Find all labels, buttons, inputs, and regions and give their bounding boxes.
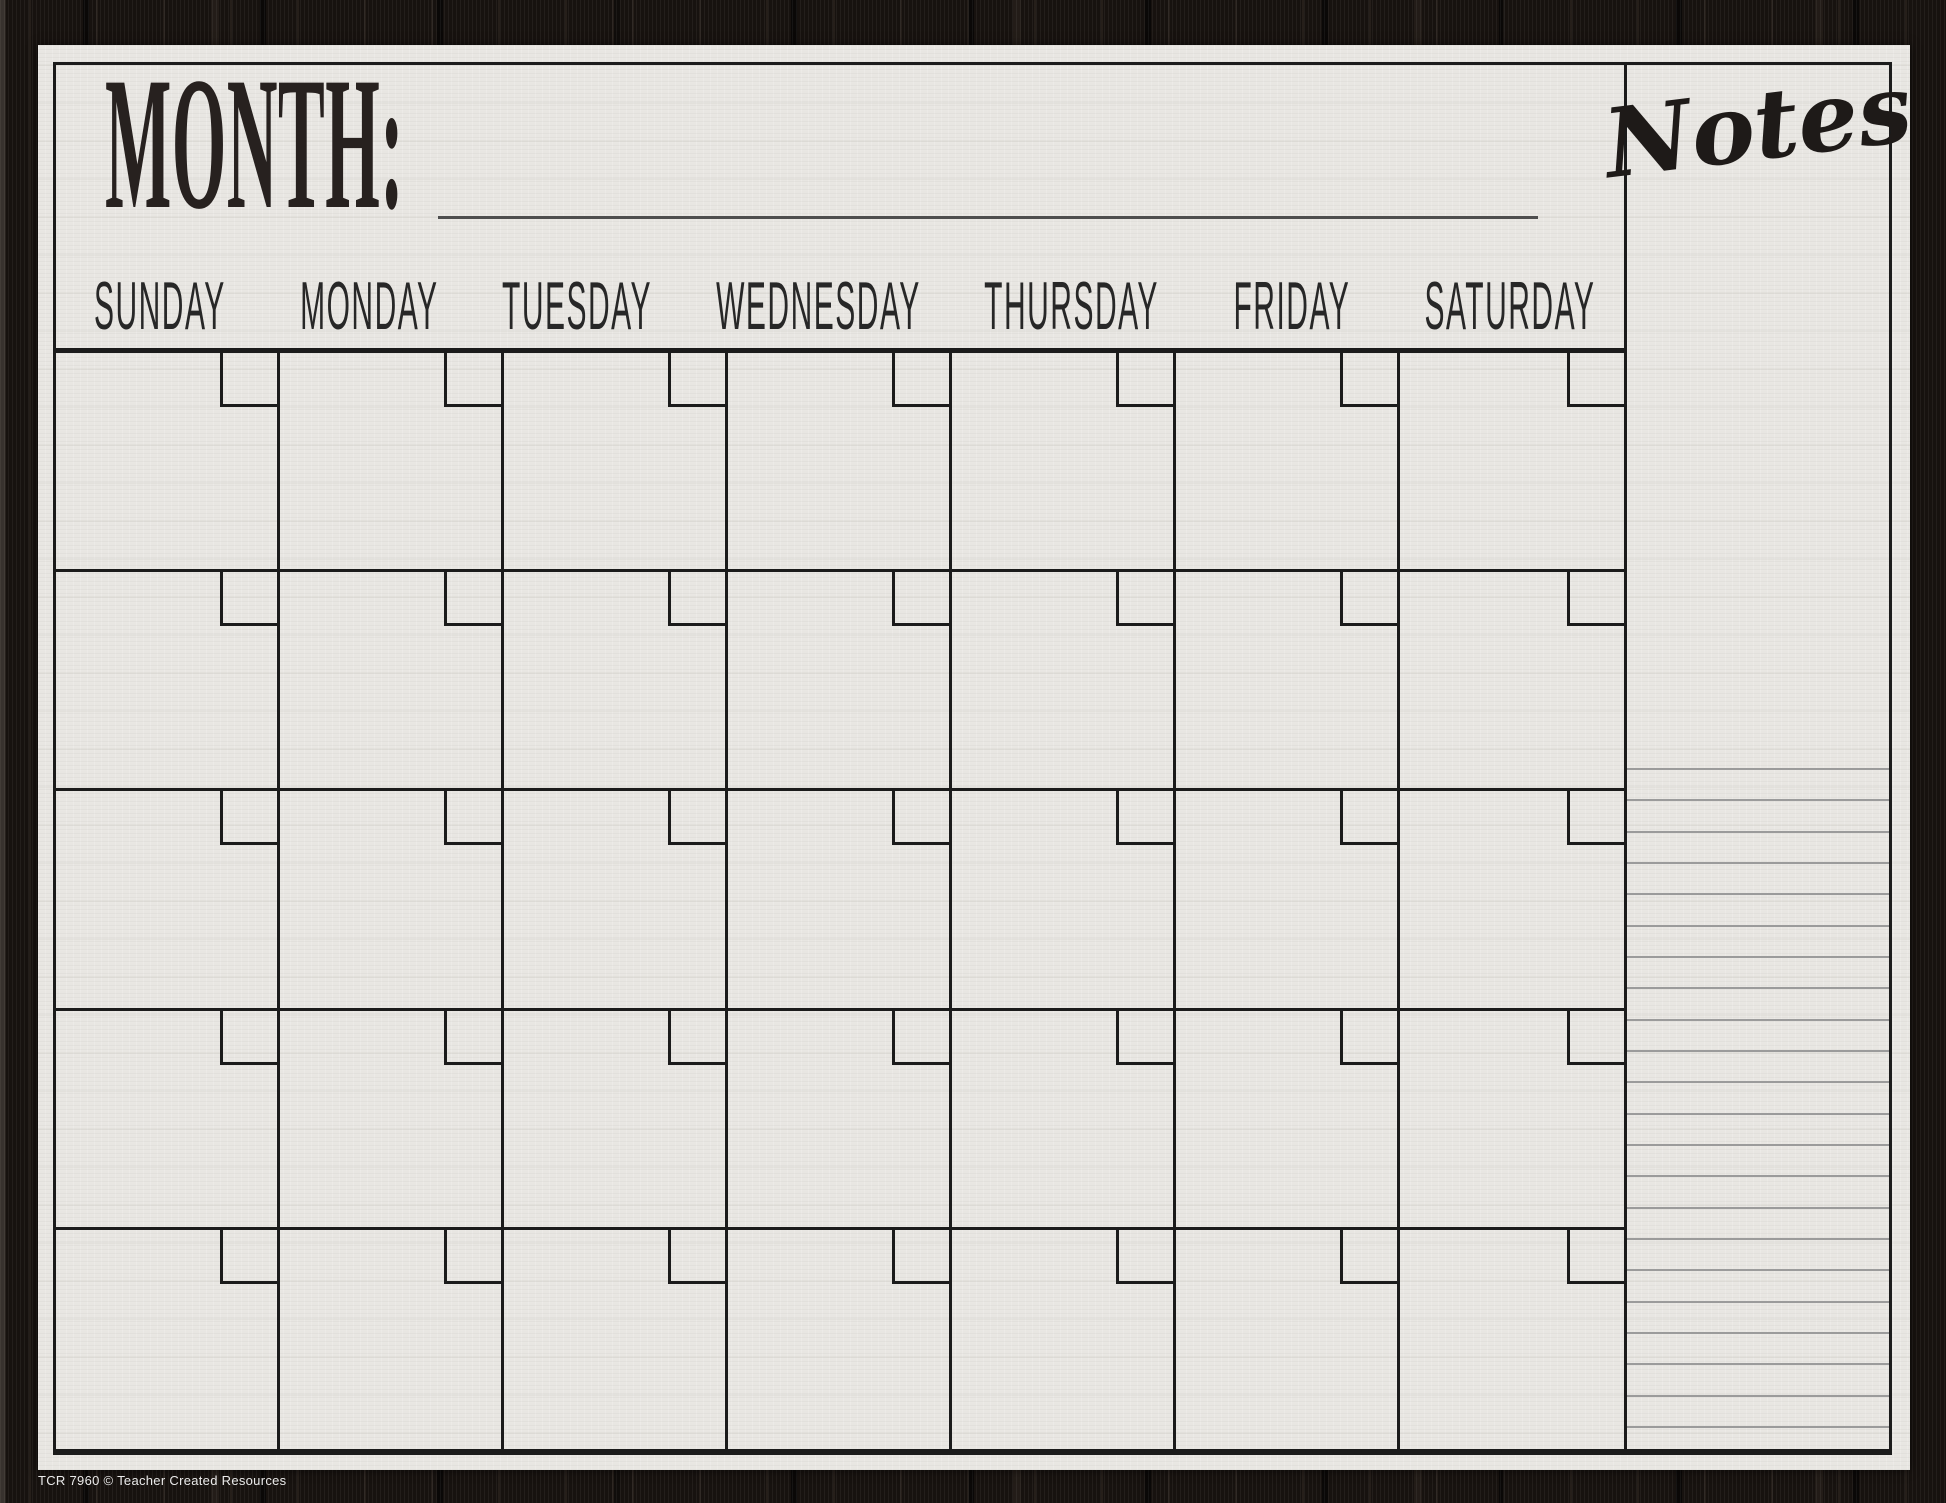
weekday-label: FRIDAY <box>1233 269 1351 345</box>
date-number-box <box>668 1011 725 1065</box>
date-number-box <box>892 1230 949 1284</box>
date-number-box <box>1116 1011 1173 1065</box>
day-cell-r2c4[interactable] <box>728 572 952 791</box>
date-number-box <box>892 572 949 626</box>
day-cell-r1c1[interactable] <box>56 353 280 572</box>
notes-panel[interactable] <box>1598 52 1918 1449</box>
weekday-header-tuesday <box>473 269 682 346</box>
day-cell-r1c6[interactable] <box>1176 353 1400 572</box>
day-cell-r5c6[interactable] <box>1176 1230 1400 1449</box>
day-cell-r5c4[interactable] <box>728 1230 952 1449</box>
date-number-box <box>1340 1011 1397 1065</box>
notes-rule-line <box>1627 1207 1889 1209</box>
day-cell-r5c2[interactable] <box>280 1230 504 1449</box>
date-number-box <box>1567 353 1624 407</box>
notes-title: Notes <box>1598 52 1918 201</box>
weekday-header-friday <box>1188 269 1397 346</box>
notes-rule-line <box>1627 1144 1889 1146</box>
weekday-label: SUNDAY <box>94 269 227 345</box>
notes-rule-line <box>1627 1175 1889 1177</box>
notes-rule-line <box>1627 893 1889 895</box>
weekday-header-row <box>56 269 1624 346</box>
date-number-box <box>1340 353 1397 407</box>
notes-rule-line <box>1627 1050 1889 1052</box>
footer-credit: TCR 7960 © Teacher Created Resources <box>38 1473 287 1488</box>
notes-rule-line <box>1627 987 1889 989</box>
notes-rule-line <box>1627 1081 1889 1083</box>
day-cell-r2c2[interactable] <box>280 572 504 791</box>
day-cell-r5c1[interactable] <box>56 1230 280 1449</box>
date-number-box <box>1116 791 1173 845</box>
day-cell-r4c1[interactable] <box>56 1011 280 1230</box>
notes-rule-line <box>1627 1363 1889 1365</box>
date-number-box <box>444 572 501 626</box>
notes-rule-line <box>1627 925 1889 927</box>
date-number-box <box>1567 1011 1624 1065</box>
notes-rule-line <box>1627 1426 1889 1428</box>
day-cell-r1c5[interactable] <box>952 353 1176 572</box>
day-cell-r5c5[interactable] <box>952 1230 1176 1449</box>
date-number-box <box>444 791 501 845</box>
date-number-box <box>1567 791 1624 845</box>
weekday-header-monday <box>265 269 474 346</box>
notes-rule-line <box>1627 799 1889 801</box>
inner-border <box>53 39 1918 1455</box>
weekday-label: MONDAY <box>299 269 439 345</box>
date-number-box <box>892 791 949 845</box>
notes-rule-line <box>1627 768 1889 770</box>
notes-rule-line <box>1627 1395 1889 1397</box>
weekday-header-sunday <box>56 269 265 346</box>
day-cell-r5c3[interactable] <box>504 1230 728 1449</box>
day-cell-r3c3[interactable] <box>504 791 728 1010</box>
date-number-box <box>1567 572 1624 626</box>
notes-rule-line <box>1627 1332 1889 1334</box>
day-cell-r2c5[interactable] <box>952 572 1176 791</box>
date-number-box <box>1340 1230 1397 1284</box>
day-cell-r3c7[interactable] <box>1400 791 1624 1010</box>
notes-rule-line <box>1627 831 1889 833</box>
month-fill-in-line[interactable] <box>438 216 1538 219</box>
weekday-label: SATURDAY <box>1424 269 1596 345</box>
notes-rule-line <box>1627 956 1889 958</box>
day-cell-r5c7[interactable] <box>1400 1230 1624 1449</box>
day-cell-r3c6[interactable] <box>1176 791 1400 1010</box>
day-cell-r4c3[interactable] <box>504 1011 728 1230</box>
date-number-box <box>220 353 277 407</box>
month-title: MONTH: <box>105 39 405 249</box>
day-cell-r1c7[interactable] <box>1400 353 1624 572</box>
day-cell-r3c4[interactable] <box>728 791 952 1010</box>
notes-rule-line <box>1627 862 1889 864</box>
weekday-header-wednesday <box>682 269 955 346</box>
weekday-label: WEDNESDAY <box>715 269 921 345</box>
date-number-box <box>220 572 277 626</box>
date-number-box <box>444 1230 501 1284</box>
day-cell-r2c6[interactable] <box>1176 572 1400 791</box>
date-number-box <box>1116 1230 1173 1284</box>
notes-rule-line <box>1627 1019 1889 1021</box>
notes-rule-line <box>1627 1301 1889 1303</box>
date-number-box <box>668 572 725 626</box>
notes-rule-line <box>1627 1113 1889 1115</box>
date-number-box <box>892 353 949 407</box>
date-number-box <box>1567 1230 1624 1284</box>
day-cell-r2c1[interactable] <box>56 572 280 791</box>
date-number-box <box>444 1011 501 1065</box>
date-number-box <box>668 791 725 845</box>
date-number-box <box>1340 572 1397 626</box>
date-number-box <box>220 1011 277 1065</box>
date-number-box <box>668 353 725 407</box>
date-number-box <box>668 1230 725 1284</box>
date-number-box <box>1340 791 1397 845</box>
date-number-box <box>220 791 277 845</box>
day-cell-r3c2[interactable] <box>280 791 504 1010</box>
day-cell-r4c6[interactable] <box>1176 1011 1400 1230</box>
weekday-header-thursday <box>955 269 1188 346</box>
date-number-box <box>892 1011 949 1065</box>
day-cell-r1c4[interactable] <box>728 353 952 572</box>
date-number-box <box>1116 572 1173 626</box>
day-cell-r1c2[interactable] <box>280 353 504 572</box>
day-cell-r4c7[interactable] <box>1400 1011 1624 1230</box>
calendar-grid <box>56 353 1624 1449</box>
day-cell-r3c5[interactable] <box>952 791 1176 1010</box>
date-number-box <box>220 1230 277 1284</box>
notes-rule-line <box>1627 1269 1889 1271</box>
weekday-label: TUESDAY <box>502 269 653 345</box>
day-cell-r2c7[interactable] <box>1400 572 1624 791</box>
weekday-header-saturday <box>1396 269 1624 346</box>
date-number-box <box>444 353 501 407</box>
day-cell-r1c3[interactable] <box>504 353 728 572</box>
notes-rule-line <box>1627 1238 1889 1240</box>
day-cell-r4c2[interactable] <box>280 1011 504 1230</box>
day-cell-r2c3[interactable] <box>504 572 728 791</box>
day-cell-r4c5[interactable] <box>952 1011 1176 1230</box>
calendar-board <box>38 39 1918 1470</box>
day-cell-r4c4[interactable] <box>728 1011 952 1230</box>
day-cell-r3c1[interactable] <box>56 791 280 1010</box>
weekday-label: THURSDAY <box>983 269 1159 345</box>
date-number-box <box>1116 353 1173 407</box>
